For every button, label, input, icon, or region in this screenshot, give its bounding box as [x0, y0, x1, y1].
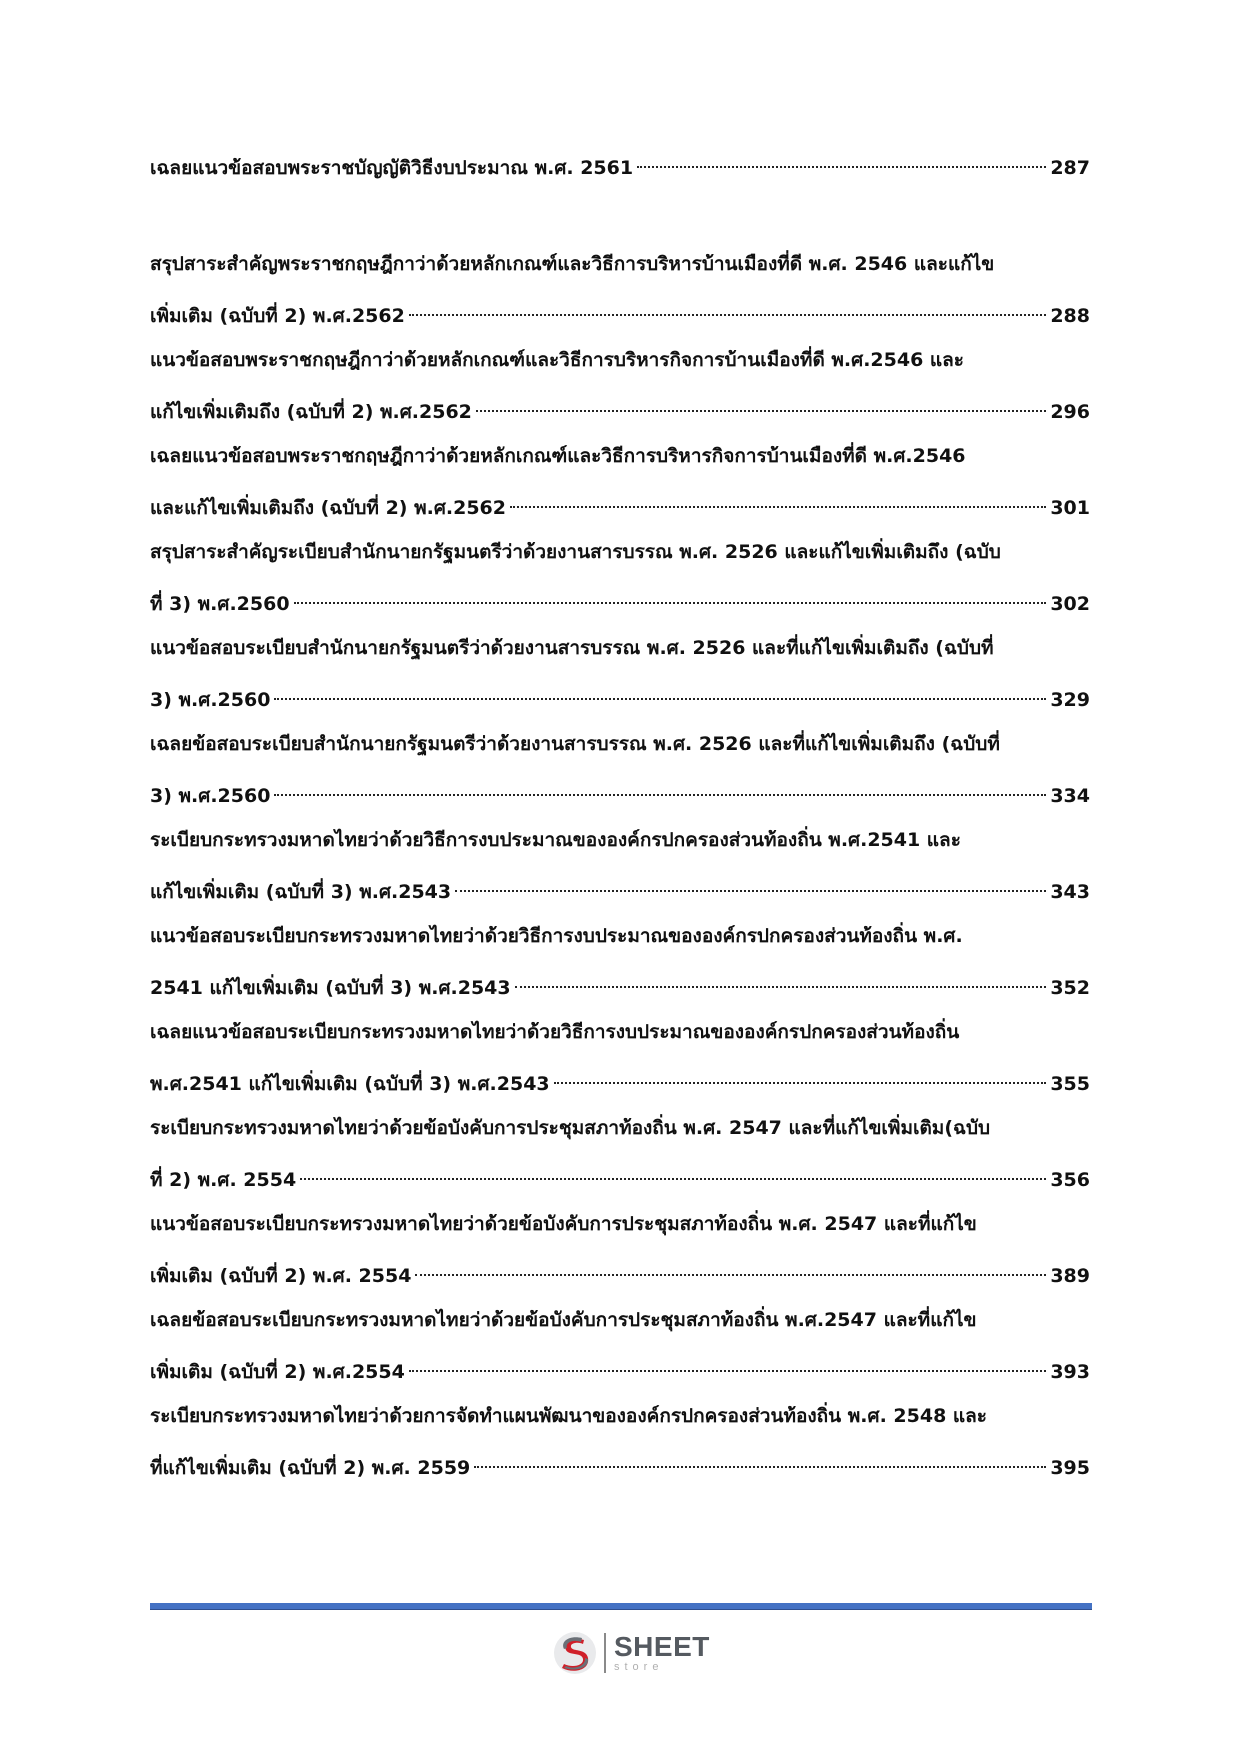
- dot-leader: [294, 601, 1047, 604]
- toc-entry-title-line2: 3) พ.ศ.2560: [150, 689, 271, 711]
- toc-page-number: 355: [1050, 1073, 1090, 1095]
- toc-entry-title-line2: แก้ไขเพิ่มเติม (ฉบับที่ 3) พ.ศ.2543: [150, 881, 452, 903]
- toc-entry-title-line1: แนวข้อสอบพระราชกฤษฎีกาว่าด้วยหลักเกณฑ์และวิธีการบริหารกิจการบ้านเมืองที่ดี พ.ศ.2546 และ: [150, 349, 965, 371]
- toc-entry-title-line2: ที่ 3) พ.ศ.2560: [150, 593, 290, 615]
- toc-page-number: 356: [1050, 1169, 1090, 1191]
- toc-entry-line2: [150, 1442, 1090, 1494]
- toc-entry-line1: [150, 1198, 1090, 1250]
- toc-entry[interactable]: [150, 1390, 1090, 1494]
- toc-entry[interactable]: [150, 1102, 1090, 1206]
- toc-entry-title-line2: ที่ 2) พ.ศ. 2554: [150, 1169, 297, 1191]
- toc-entry-title-line1: สรุปสาระสำคัญพระราชกฤษฎีกาว่าด้วยหลักเกณฑ์และวิธีการบริหารบ้านเมืองที่ดี พ.ศ. 2546 และแก้ไข: [150, 253, 995, 275]
- sheet-store-logo-icon: [552, 1630, 598, 1676]
- toc-page-number: 288: [1050, 305, 1090, 327]
- toc-entry[interactable]: [150, 1006, 1090, 1110]
- toc-entry-title-line2: เพิ่มเติม (ฉบับที่ 2) พ.ศ. 2554: [150, 1265, 412, 1287]
- dot-leader: [415, 1273, 1046, 1276]
- toc-entry-line1: [150, 526, 1090, 578]
- toc-entry-title-line2: พ.ศ.2541 แก้ไขเพิ่มเติม (ฉบับที่ 3) พ.ศ.2543: [150, 1073, 550, 1095]
- toc-page-number: 301: [1050, 497, 1090, 519]
- toc-entry-line1: [150, 1390, 1090, 1442]
- toc-entry-title-line1: แนวข้อสอบระเบียบสำนักนายกรัฐมนตรีว่าด้วยงานสารบรรณ พ.ศ. 2526 และที่แก้ไขเพิ่มเติมถึง (ฉบับที่: [150, 637, 994, 659]
- table-of-contents: [150, 150, 1090, 1494]
- toc-entry[interactable]: [150, 910, 1090, 1014]
- toc-page-number: 352: [1050, 977, 1090, 999]
- toc-entry-title-line1: ระเบียบกระทรวงมหาดไทยว่าด้วยการจัดทำแผนพัฒนาขององค์กรปกครองส่วนท้องถิ่น พ.ศ. 2548 และ: [150, 1405, 988, 1427]
- toc-entry-title-line1: เฉลยข้อสอบระเบียบกระทรวงมหาดไทยว่าด้วยข้อบังคับการประชุมสภาท้องถิ่น พ.ศ.2547 และที่แก้ไข: [150, 1309, 977, 1331]
- toc-entry[interactable]: [150, 622, 1090, 726]
- toc-entry[interactable]: [150, 1198, 1090, 1302]
- toc-entry-title-line1: เฉลยข้อสอบระเบียบสำนักนายกรัฐมนตรีว่าด้วยงานสารบรรณ พ.ศ. 2526 และที่แก้ไขเพิ่มเติมถึง (ฉบับที่: [150, 733, 1000, 755]
- toc-entry[interactable]: [150, 1294, 1090, 1398]
- dot-leader: [274, 697, 1046, 700]
- toc-entry-line1: [150, 238, 1090, 290]
- toc-entry[interactable]: [150, 142, 1090, 246]
- sheet-store-logo: [552, 1628, 710, 1678]
- toc-page-number: 395: [1050, 1457, 1090, 1479]
- toc-page-number: 329: [1050, 689, 1090, 711]
- logo-text: [614, 1633, 710, 1673]
- dot-leader: [474, 1465, 1046, 1468]
- toc-entry-title-line2: เพิ่มเติม (ฉบับที่ 2) พ.ศ.2554: [150, 1361, 405, 1383]
- toc-entry-title-line1: แนวข้อสอบระเบียบกระทรวงมหาดไทยว่าด้วยวิธีการงบประมาณขององค์กรปกครองส่วนท้องถิ่น พ.ศ.: [150, 925, 963, 947]
- toc-entry-line1: [150, 718, 1090, 770]
- dot-leader: [515, 985, 1047, 988]
- toc-entry[interactable]: [150, 718, 1090, 822]
- toc-entry-line1: [150, 622, 1090, 674]
- dot-leader: [637, 165, 1046, 168]
- toc-entry-title-line2: 2541 แก้ไขเพิ่มเติม (ฉบับที่ 3) พ.ศ.2543: [150, 977, 511, 999]
- toc-entry[interactable]: [150, 238, 1090, 342]
- footer-rule: [150, 1603, 1092, 1610]
- logo-word: SHEET: [614, 1631, 710, 1662]
- toc-entry[interactable]: [150, 334, 1090, 438]
- toc-page-number: 343: [1050, 881, 1090, 903]
- toc-page-number: 296: [1050, 401, 1090, 423]
- toc-page-number: 389: [1050, 1265, 1090, 1287]
- toc-entry-title-line1: เฉลยแนวข้อสอบพระราชบัญญัติวิธีงบประมาณ พ.ศ. 2561: [150, 157, 634, 179]
- toc-entry-line1: [150, 430, 1090, 482]
- toc-entry-title-line2: 3) พ.ศ.2560: [150, 785, 271, 807]
- toc-entry-title-line2: แก้ไขเพิ่มเติมถึง (ฉบับที่ 2) พ.ศ.2562: [150, 401, 472, 423]
- toc-entry-line1: [150, 814, 1090, 866]
- toc-entry-line1: [150, 142, 1090, 194]
- toc-entry[interactable]: [150, 526, 1090, 630]
- toc-page-number: 302: [1050, 593, 1090, 615]
- dot-leader: [510, 505, 1046, 508]
- toc-entry-line1: [150, 910, 1090, 962]
- dot-leader: [409, 313, 1047, 316]
- toc-entry-title-line1: เฉลยแนวข้อสอบระเบียบกระทรวงมหาดไทยว่าด้วยวิธีการงบประมาณขององค์กรปกครองส่วนท้องถิ่น: [150, 1021, 960, 1043]
- toc-entry-line1: [150, 1294, 1090, 1346]
- logo-separator: [604, 1633, 606, 1673]
- toc-entry-line1: [150, 334, 1090, 386]
- toc-page-number: 287: [1050, 157, 1090, 179]
- toc-entry-title-line1: ระเบียบกระทรวงมหาดไทยว่าด้วยวิธีการงบประมาณขององค์กรปกครองส่วนท้องถิ่น พ.ศ.2541 และ: [150, 829, 961, 851]
- toc-entry-title-line1: แนวข้อสอบระเบียบกระทรวงมหาดไทยว่าด้วยข้อบังคับการประชุมสภาท้องถิ่น พ.ศ. 2547 และที่แก้ไข: [150, 1213, 977, 1235]
- toc-entry-title-line2: เพิ่มเติม (ฉบับที่ 2) พ.ศ.2562: [150, 305, 405, 327]
- toc-entry-title-line2: ที่แก้ไขเพิ่มเติม (ฉบับที่ 2) พ.ศ. 2559: [150, 1457, 471, 1479]
- toc-entry-line1: [150, 1102, 1090, 1154]
- toc-entry-title-line2: และแก้ไขเพิ่มเติมถึง (ฉบับที่ 2) พ.ศ.2562: [150, 497, 506, 519]
- toc-entry-title-line1: ระเบียบกระทรวงมหาดไทยว่าด้วยข้อบังคับการประชุมสภาท้องถิ่น พ.ศ. 2547 และที่แก้ไขเพิ่มเติม(ฉบับ: [150, 1117, 991, 1139]
- toc-page-number: 334: [1050, 785, 1090, 807]
- toc-page-number: 393: [1050, 1361, 1090, 1383]
- dot-leader: [300, 1177, 1046, 1180]
- toc-entry[interactable]: [150, 430, 1090, 534]
- dot-leader: [554, 1081, 1047, 1084]
- toc-entry-title-line1: เฉลยแนวข้อสอบพระราชกฤษฎีกาว่าด้วยหลักเกณฑ์และวิธีการบริหารกิจการบ้านเมืองที่ดี พ.ศ.2546: [150, 445, 966, 467]
- toc-entry[interactable]: [150, 814, 1090, 918]
- logo-subword: store: [614, 1661, 664, 1673]
- dot-leader: [476, 409, 1046, 412]
- dot-leader: [455, 889, 1046, 892]
- toc-entry-line1: [150, 1006, 1090, 1058]
- dot-leader: [274, 793, 1046, 796]
- toc-entry-title-line1: สรุปสาระสำคัญระเบียบสำนักนายกรัฐมนตรีว่าด้วยงานสารบรรณ พ.ศ. 2526 และแก้ไขเพิ่มเติมถึง (ฉบับ: [150, 541, 1001, 563]
- dot-leader: [409, 1369, 1047, 1372]
